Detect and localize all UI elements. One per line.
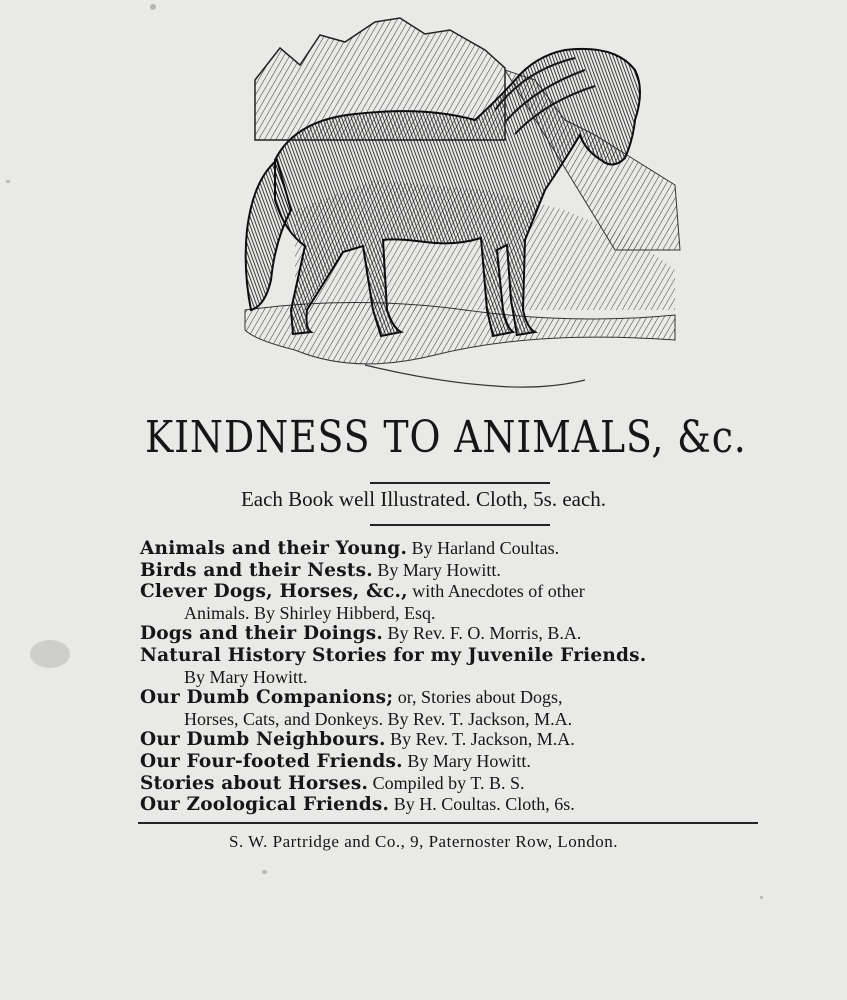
list-item (140, 794, 790, 816)
book-title: Clever Dogs, Horses, &c., (140, 581, 408, 603)
book-title: Stories about Horses. (140, 772, 369, 794)
book-title: Birds and their Nests. (140, 559, 373, 581)
pony-engraving (235, 10, 685, 395)
paper-speck (30, 640, 70, 668)
subtitle-divider (370, 524, 550, 526)
list-item (140, 773, 790, 795)
list-item (140, 687, 790, 709)
book-title: Our Zoological Friends. (140, 794, 390, 816)
book-detail: or, Stories about Dogs, (397, 687, 563, 708)
paper-speck (150, 4, 156, 10)
list-item-continued: Horses, Cats, and Donkeys. By Rev. T. Jackson, M.A. (184, 708, 573, 729)
book-detail: By Mary Howitt. (377, 559, 501, 580)
list-item (140, 538, 790, 560)
list-item-continued: By Mary Howitt. (184, 666, 308, 687)
book-list (140, 538, 790, 816)
book-title: Our Dumb Companions; (140, 687, 394, 709)
list-item (140, 751, 790, 773)
book-detail: By H. Coultas. Cloth, 6s. (393, 794, 575, 815)
book-detail: By Rev. T. Jackson, M.A. (390, 729, 575, 750)
book-detail: By Harland Coultas. (411, 538, 560, 558)
footer-divider (138, 822, 758, 824)
list-item (140, 560, 790, 582)
list-item (140, 729, 790, 751)
book-detail: By Rev. F. O. Morris, B.A. (387, 623, 582, 644)
book-detail: By Mary Howitt. (407, 750, 531, 771)
book-title: Natural History Stories for my Juvenile Friends. (140, 644, 647, 666)
book-title: Our Four-footed Friends. (140, 750, 403, 772)
list-item (140, 581, 790, 603)
book-title: Dogs and their Doings. (140, 623, 384, 645)
list-item-continued: Animals. By Shirley Hibberd, Esq. (184, 602, 436, 623)
list-item (140, 623, 790, 645)
advert-title: KINDNESS TO ANIMALS, &c. (145, 412, 747, 463)
advert-subtitle: Each Book well Illustrated. Cloth, 5s. each. (240, 487, 607, 511)
paper-speck (262, 870, 267, 874)
book-title: Our Dumb Neighbours. (140, 729, 386, 751)
paper-speck (6, 180, 10, 183)
paper-speck (760, 896, 763, 899)
book-detail: with Anecdotes of other (412, 581, 585, 602)
book-title: Animals and their Young. (140, 538, 408, 559)
publisher-imprint: S. W. Partridge and Co., 9, Paternoster Row, London. (229, 832, 618, 851)
list-item (140, 645, 790, 667)
book-detail: Compiled by T. B. S. (372, 772, 525, 793)
